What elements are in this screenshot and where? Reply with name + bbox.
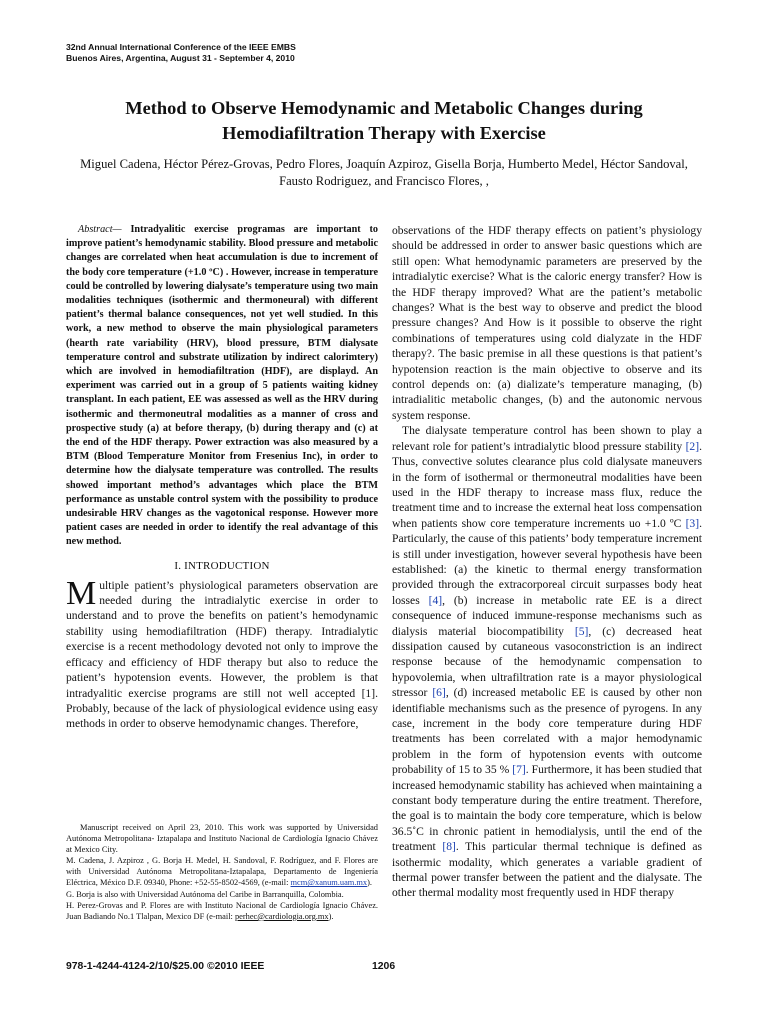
section-heading-introduction: I. INTRODUCTION [174, 559, 270, 572]
abstract-text: Intradyalitic exercise programas are important to improve patient’s hemodynamic stability. Blood pressure and metabolic changes are correlated when heat accumulation is due to increment of the body core temperature (+1.0 ºC) . However, increase in temperature could be controlled by lowering dialysate’s temperature using two main modalities techniques (isothermic and thermoneural) with different patient’s thermal balance consequences, not yet well studied. In this work, a new method to observe the main physiological parameters (hearth rate variability (HRV), blood pressure, BTM dialysate temperature control and substrate utilization by indirect calorimtery) which are involved in hemodiafiltration (HDF), are displayd. An experiment was carried out in a group of 5 patients waiting kidney transplant. In each patient, EE was assessed as well as the HRV during isothermic and thermoneutral modalities as a manner of cross and prospective study (a) at before therapy, (b) during therapy and (c) at the end of the HDF therapy. Power extraction was also measured by a BTM (Blood Temperature Monitor from Fresenius Inc), in order to determine how the dialysate temperature was controlled. The results showed important method’s advantages which place the BTM performance as unstable control system with the possibility to produce undesirable HRV changes as the vagotonical response. However more patient cases are needed in order to identify the real advantage of this new method. [66, 224, 378, 548]
citation-8[interactable]: [8] [442, 840, 456, 854]
dialysate-text-7: . Furthermore, it has been studied that increased hemodynamic stability has achieved when maintaining a constant body temperature during the entire treatment. Therefore, the goal is to maintain the body core temperature, which is below 36.5˚C in chronic patient in hemodialysis, until the end of the treatment [392, 763, 702, 854]
footnote-manuscript: Manuscript received on April 23, 2010. This work was supported by Universidad Autónoma Metropolitana- Iztapalapa and Instituto Nacional de Cardiología Ignacio Chávez at Mexico City. [66, 823, 378, 855]
conference-header [66, 42, 296, 64]
conference-location: Buenos Aires, Argentina, August 31 - September 4, 2010 [66, 53, 295, 63]
citation-3[interactable]: [3] [685, 516, 700, 530]
footnote-affiliation-uam-text: M. Cadena, J. Azpiroz , G. Borja H. Medel, H. Sandoval, F. Rodríguez, and F. Flores are with Universidad Autónoma Metropolitana-Iztapalapa, Departamento de Ingeniería Eléctrica, México D.F. 09340, Phone: +52-55-8502-4569, (e-mail: [66, 856, 378, 888]
footnote-affiliation-cardiologia-text: H. Perez-Grovas and P. Flores are with Instituto Nacional de Cardiología Ignacio Chávez. Juan Badiando No.1 Tlalpan, Mexico DF (e-mail: [66, 900, 378, 921]
abstract [66, 223, 378, 550]
dialysate-text-6: , (d) increased metabolic EE is caused by other non identifiable mechanisms such as the presence of pyrogens. In any case, increment in the body core temperature during HDF treatments has been correlated with a major hemodynamic problem in the form of hypotension events with outcome probability of 15 to 35 % [392, 686, 702, 777]
author-list: Miguel Cadena, Héctor Pérez-Grovas, Pedro Flores, Joaquín Azpiroz, Gisella Borja, Humberto Medel, Héctor Sandoval, Fausto Rodriguez, and Francisco Flores, , [80, 157, 688, 188]
dialysate-text-8: . This particular thermal technique is defined as isothermic modality, which generates a variable gradient of thermal power transfer between the patient and the dialysate. The other thermal modality most frequently used in HDF therapy [392, 840, 702, 900]
citation-5[interactable]: [5] [574, 624, 589, 638]
isbn-footer: 978-1-4244-4124-2/10/$25.00 ©2010 IEEE [66, 961, 265, 972]
paper-title: Method to Observe Hemodynamic and Metabolic Changes during Hemodiafiltration Therapy with Exercise [125, 98, 643, 143]
citation-2[interactable]: [2] [685, 439, 700, 453]
dialysate-text-5: , (c) decreased heat dissipation caused by cutaneous vasoconstriction is an indirect response because of the hemodynamic compensation to hypovolemia, when ultrafiltration rate is a mayor physiological stressor [392, 624, 702, 700]
citation-6[interactable]: [6] [432, 686, 446, 700]
footnote-affiliation-cardiologia [66, 900, 378, 922]
dialysate-text-1: The dialysate temperature control has been shown to play a relevant role for patient’s intradialytic blood pressure stability [392, 424, 702, 453]
introduction-paragraph [66, 574, 378, 732]
footnote-affiliation-cardiologia-end: ). [328, 911, 334, 921]
abstract-label: Abstract— [78, 224, 122, 235]
footnote-affiliation-uam-end: ). [367, 878, 372, 888]
dialysate-text-2: . Thus, convective solutes clearance plus cold dialysate maneuvers in the form of isothermal or thermoneutral modalities have been used in the HDF therapy to increase mass flux, reduce the treatment time and to increase the external heat loss compensation when patients show core temperature increments uo +1.0 ºC [392, 439, 702, 530]
dialysate-text-3: . Particularly, the cause of this patients’ body temperature increment is still under investigation, however several hypothesis have been established: (a) the kinetic to thermal energy transformation provided through the extracorporeal circuit surpasses body heat losses [392, 516, 702, 607]
footnote [66, 822, 378, 922]
conference-name: 32nd Annual International Conference of the IEEE EMBS [66, 42, 296, 52]
dialysate-paragraph [392, 423, 702, 901]
footnote-affiliation-uam [66, 855, 378, 888]
citation-7[interactable]: [7] [512, 763, 526, 777]
dialysate-text-4: , (b) increase in metabolic rate EE is a direct consequence of induced immune-response mechanisms such as dialysis material biocompatibility [392, 593, 702, 638]
left-column [66, 223, 378, 732]
questions-paragraph: observations of the HDF therapy effects on patient’s physiology should be addressed in order to answer basic questions which are still open: What hemodynamic parameters are preserved by the intradialytic exercise? What is the caloric energy transfer? How is the HDF therapy improved? What are the patient’s metabolic changes? What is the best way to observe and predict the blood pressure changes? And How is it possible to observe the right combinations of temperatures using cold dialyzate in the HDF therapy?. The basic premise in all these questions is that patient’s hypotension reaction is the main objective to observe and its control depends on: (a) dializate’s temperature managing, (b) intradialitic metabolic changes, (b) and the autonomic nervous system response. [392, 224, 702, 422]
citation-4[interactable]: [4] [428, 593, 443, 607]
drop-cap: M [66, 574, 97, 612]
footnote-affiliation-borja: G. Borja is also with Universidad Autónoma del Caribe in Barranquilla, Colombia. [66, 889, 344, 899]
introduction-text: ultiple patient’s physiological parameters observation are needed during the intradialytic exercise in order to understand and to prove the benefits on patient’s hemodynamic stability using hemodiafiltration (HDF) therapy. Intradialytic exercise is a recent methodology devoted not only to improve the efficacy and efficiency of HDF therapy but also to reduce the patient’s hypotension events. However, the problem is that intradyalitic exercise programs are still not well accepted [1]. Probably, because of the lack of physiological evidence using easy methods in order to observe hemodynamic changes. Therefore, [66, 578, 378, 731]
page-number: 1206 [372, 961, 396, 972]
email-link-cadena[interactable]: mcm@xanum.uam.mx [290, 878, 368, 888]
right-column [392, 223, 702, 901]
email-link-perez-grovas[interactable]: perhec@cardiologia.org.mx [234, 911, 329, 921]
